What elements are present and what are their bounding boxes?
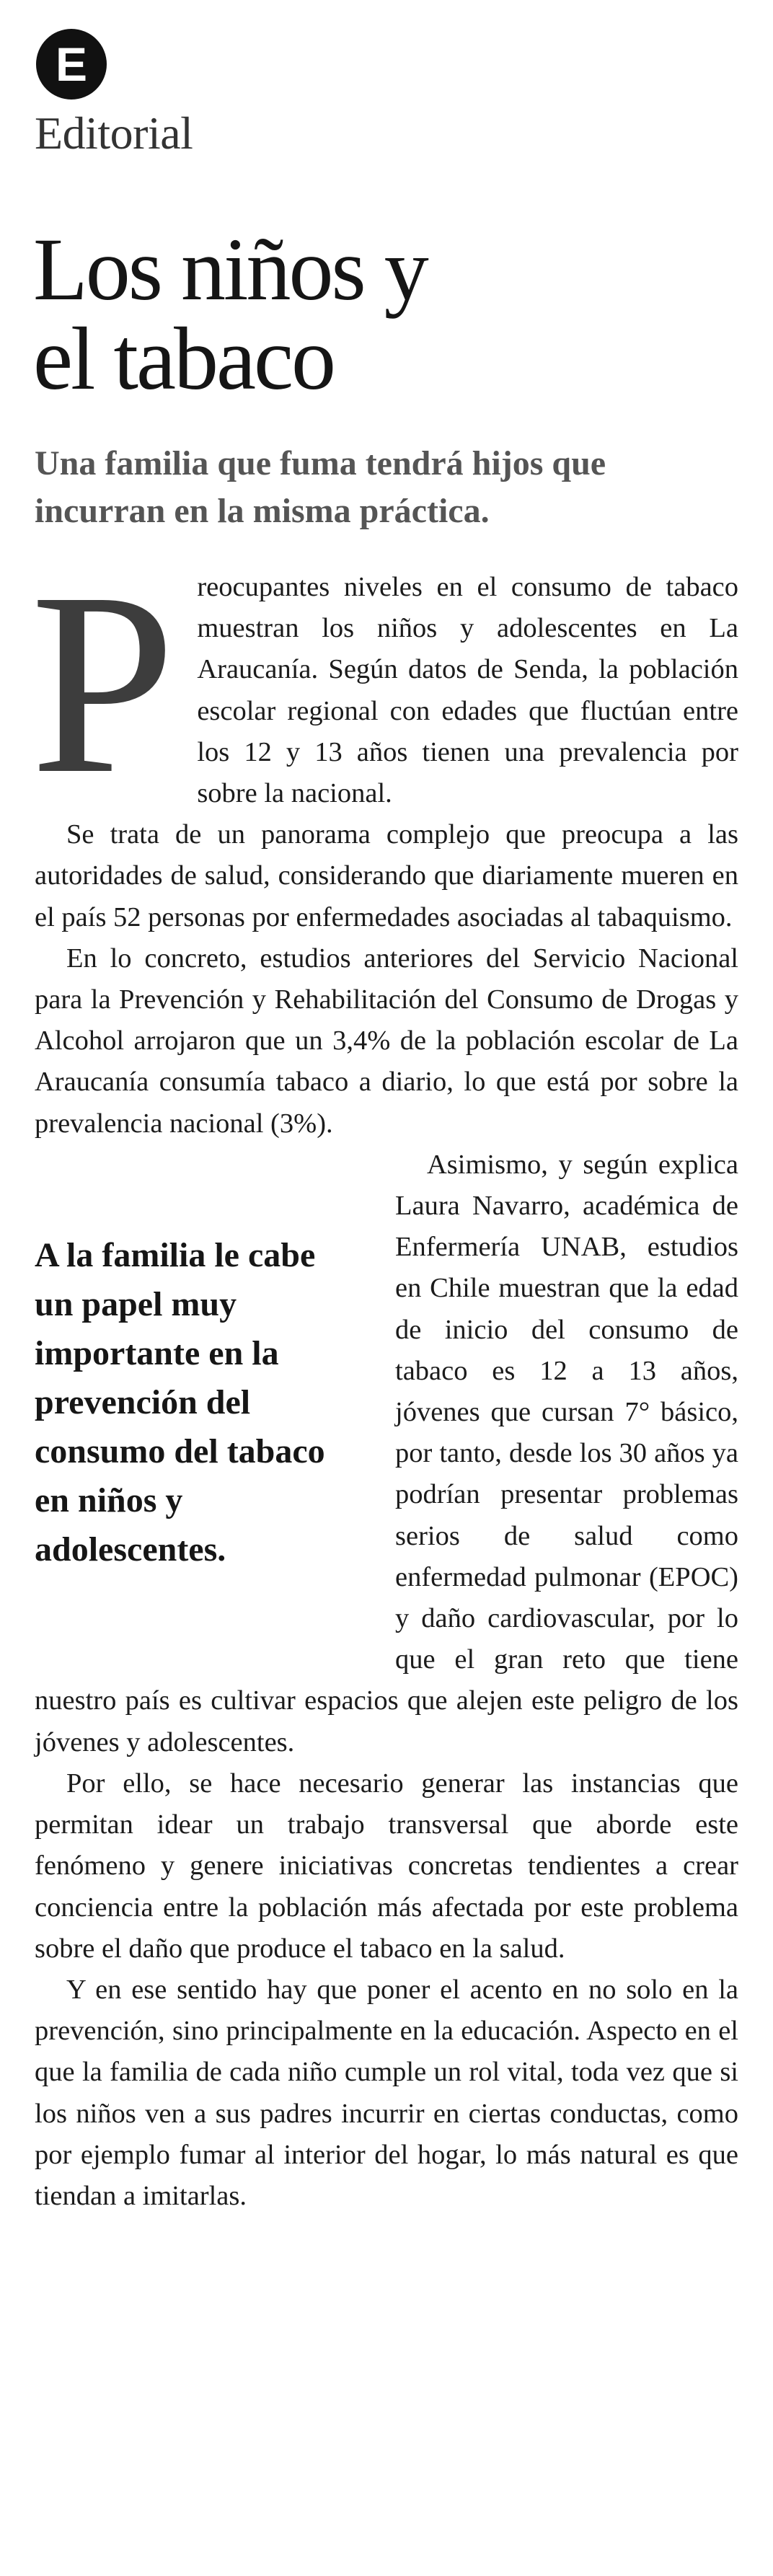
headline bbox=[33, 220, 725, 408]
paragraph-4-text: Asimismo, y según explica Laura Navarro, académica de Enfermería UNAB, estudios en Chile muestran que la edad de inicio del consumo de tabaco es 12 a 13 años, jóvenes que cursan 7° básico, por tanto, desde los 30 años ya podrían presentar problemas serios de salud como enfermedad pulmonar (EPOC) y daño cardiovascular, por lo que el gran reto que tiene nuestro país es cultivar espacios que alejen este peligro de los jóvenes y adolescentes. bbox=[35, 1149, 738, 1757]
pull-quote-line: un papel muy bbox=[35, 1284, 237, 1323]
deck: Una familia que fuma tendrá hijos que incurran en la misma práctica. bbox=[35, 444, 606, 530]
headline-line-2: el tabaco bbox=[33, 309, 335, 408]
paragraph-3: En lo concreto, estudios anteriores del Servicio Nacional para la Prevención y Rehabilitación del Consumo de Drogas y Alcohol arrojaron que un 3,4% de la población escolar de La Araucanía consumía tabaco a diario, lo que está por sobre la prevalencia nacional (3%). bbox=[35, 943, 738, 1139]
pull-quote-line: prevención del bbox=[35, 1382, 251, 1421]
paragraph-1 bbox=[30, 539, 738, 828]
pull-quote-line: en niños y bbox=[35, 1481, 183, 1519]
paragraph-4 bbox=[35, 1144, 738, 1763]
pull-quote bbox=[35, 1181, 374, 1642]
paragraph-5: Por ello, se hace necesario generar las instancias que permitan idear un trabajo transversal que aborde este fenómeno y genere iniciativas concretas tendientes a crear conciencia entre la población más afectada por este problema sobre el daño que produce el tabaco en la salud. bbox=[35, 1768, 738, 1964]
article-body bbox=[30, 539, 738, 2217]
paragraph-6: Y en ese sentido hay que poner el acento en no solo en la prevención, sino principalmente en la educación. Aspecto en el que la familia de cada niño cumple un rol vital, toda vez que si los niños ven a sus padres incurrir en ciertas conductas, como por ejemplo fumar al interior del hogar, lo más natural es que tiendan a imitarlas. bbox=[35, 1974, 738, 2211]
pull-quote-line: consumo del tabaco bbox=[35, 1432, 325, 1470]
pull-quote-line: A la familia le cabe bbox=[35, 1235, 316, 1274]
headline-line-1: Los niños y bbox=[33, 220, 427, 319]
drop-cap: P bbox=[30, 539, 176, 828]
pull-quote-line: adolescentes. bbox=[35, 1530, 226, 1569]
pull-quote-line: importante en la bbox=[35, 1333, 279, 1372]
section-badge: E bbox=[36, 29, 107, 100]
paragraph-2: Se trata de un panorama complejo que preocupa a las autoridades de salud, considerando que diariamente mueren en el país 52 personas por enfermedades asociadas al tabaquismo. bbox=[35, 819, 738, 932]
paragraph-1-text: reocupantes niveles en el consumo de tabaco muestran los niños y adolescentes en La Araucanía. Según datos de Senda, la población escolar regional con edades que fluctúan entre los 12 y 13 años tienen una prevalencia por sobre la nacional. bbox=[197, 572, 738, 809]
section-label: Editorial bbox=[35, 107, 193, 159]
